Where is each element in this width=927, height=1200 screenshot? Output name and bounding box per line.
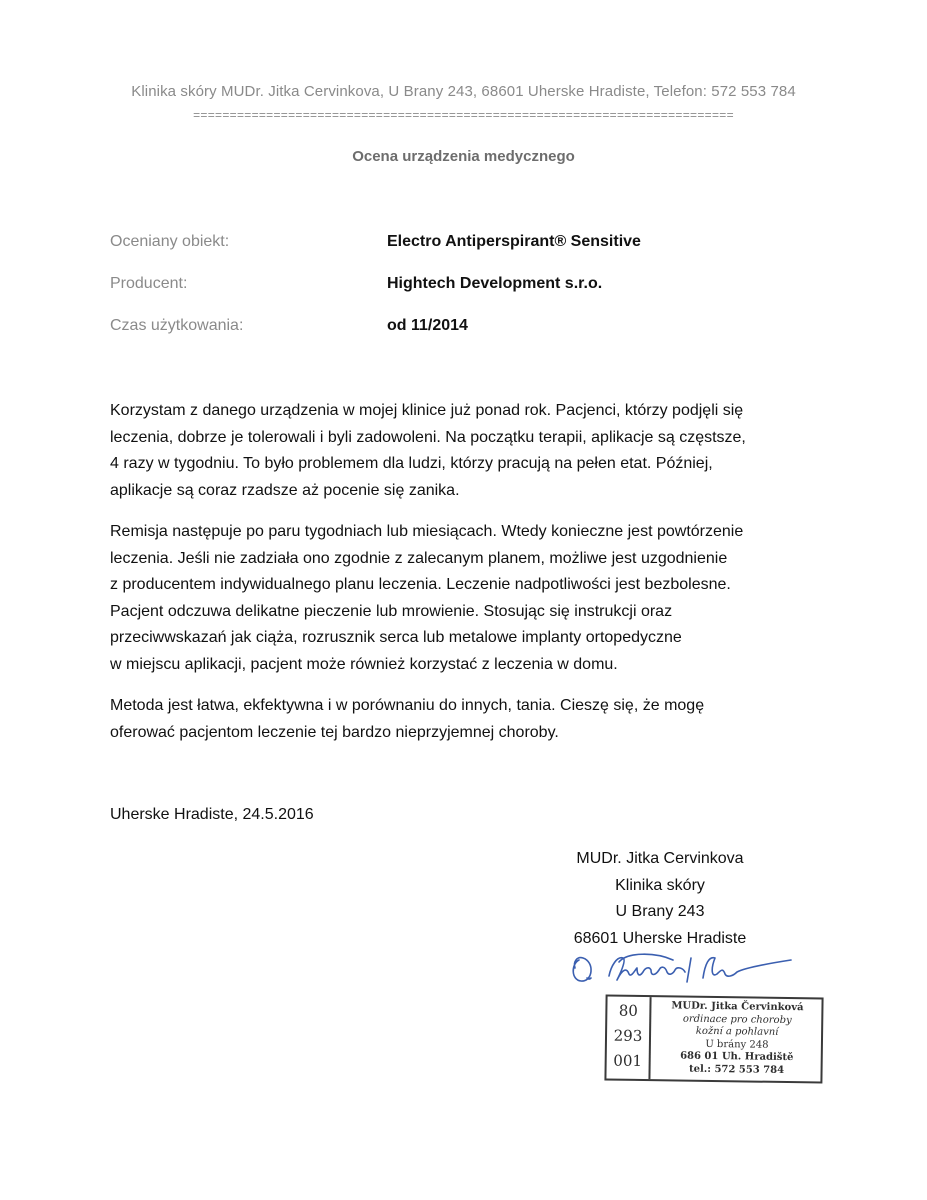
handwritten-signature bbox=[565, 948, 805, 994]
letterhead-divider: ========================================================================== bbox=[193, 108, 734, 122]
paragraph-3 bbox=[110, 693, 830, 746]
detail-value: Electro Antiperspirant® Sensitive bbox=[387, 233, 641, 250]
stamp-line: tel.: 572 553 784 bbox=[688, 1063, 785, 1076]
detail-value: od 11/2014 bbox=[387, 317, 468, 334]
stamp-number: 001 bbox=[613, 1051, 643, 1070]
text-line: Remisja następuje po paru tygodniach lub miesiącach. Wtedy konieczne jest powtórzenie bbox=[110, 523, 744, 540]
address-line: MUDr. Jitka Cervinkova bbox=[576, 850, 744, 867]
text-line: Korzystam z danego urządzenia w mojej klinice już ponad rok. Pacjenci, którzy podjęli się bbox=[110, 402, 744, 419]
text-line: leczenia. Jeśli nie zadziała ono zgodnie z zalecanym planem, możliwe jest uzgodnienie bbox=[110, 549, 728, 567]
detail-row-usage-time bbox=[110, 317, 830, 359]
paragraph-1 bbox=[110, 398, 830, 504]
letterhead: Klinika skóry MUDr. Jitka Cervinkova, U Brany 243, 68601 Uherske Hradiste, Telefon: 572 553 784 bbox=[131, 83, 796, 100]
text-line: oferować pacjentom leczenie tej bardzo nieprzyjemnej choroby. bbox=[110, 723, 559, 741]
place-and-date: Uherske Hradiste, 24.5.2016 bbox=[110, 806, 314, 823]
text-line: aplikacje są coraz rzadsze aż pocenie się zanika. bbox=[110, 481, 460, 499]
stamp-line: 686 01 Uh. Hradiště bbox=[680, 1050, 794, 1064]
text-line: Pacjent odczuwa delikatne pieczenie lub mrowienie. Stosując się instrukcji oraz bbox=[110, 602, 673, 620]
evaluation-details bbox=[110, 233, 830, 359]
clinic-stamp bbox=[604, 994, 823, 1083]
text-line: przeciwwskazań jak ciąża, rozrusznik serca lub metalowe implanty ortopedyczne bbox=[110, 629, 682, 646]
detail-label: Producent: bbox=[110, 275, 188, 292]
paragraph-2 bbox=[110, 519, 830, 678]
address-line: Klinika skóry bbox=[615, 876, 705, 894]
stamp-line: U brány 248 bbox=[705, 1038, 769, 1051]
text-line: 4 razy w tygodniu. To było problemem dla ludzi, którzy pracują na pełen etat. Później, bbox=[110, 455, 713, 472]
stamp-line: kožní a pohlavní bbox=[695, 1025, 779, 1038]
stamp-numbers bbox=[606, 997, 651, 1080]
detail-row-object bbox=[110, 233, 830, 275]
detail-label: Oceniany obiekt: bbox=[110, 233, 230, 250]
stamp-line: ordinace pro choroby bbox=[682, 1013, 792, 1026]
detail-row-producer bbox=[110, 275, 830, 317]
document-body bbox=[110, 398, 830, 761]
stamp-number: 80 bbox=[618, 1001, 639, 1020]
detail-label: Czas użytkowania: bbox=[110, 317, 244, 334]
stamp-text bbox=[654, 1000, 819, 1077]
signatory-address bbox=[540, 846, 780, 952]
document-title: Ocena urządzenia medycznego bbox=[352, 148, 575, 165]
text-line: w miejscu aplikacji, pacjent może również korzystać z leczenia w domu. bbox=[110, 655, 618, 673]
address-line: U Brany 243 bbox=[615, 903, 705, 920]
detail-value: Hightech Development s.r.o. bbox=[387, 275, 603, 292]
text-line: z producentem indywidualnego planu leczenia. Leczenie nadpotliwości jest bezbolesne. bbox=[110, 576, 731, 593]
stamp-line: MUDr. Jitka Červinková bbox=[671, 1000, 804, 1014]
address-line: 68601 Uherske Hradiste bbox=[573, 929, 747, 947]
text-line: leczenia, dobrze je tolerowali i byli zadowoleni. Na początku terapii, aplikacje są częstsze, bbox=[110, 428, 746, 446]
text-line: Metoda jest łatwa, ekfektywna i w porównaniu do innych, tania. Cieszę się, że mogę bbox=[110, 697, 705, 714]
stamp-number: 293 bbox=[613, 1026, 643, 1045]
